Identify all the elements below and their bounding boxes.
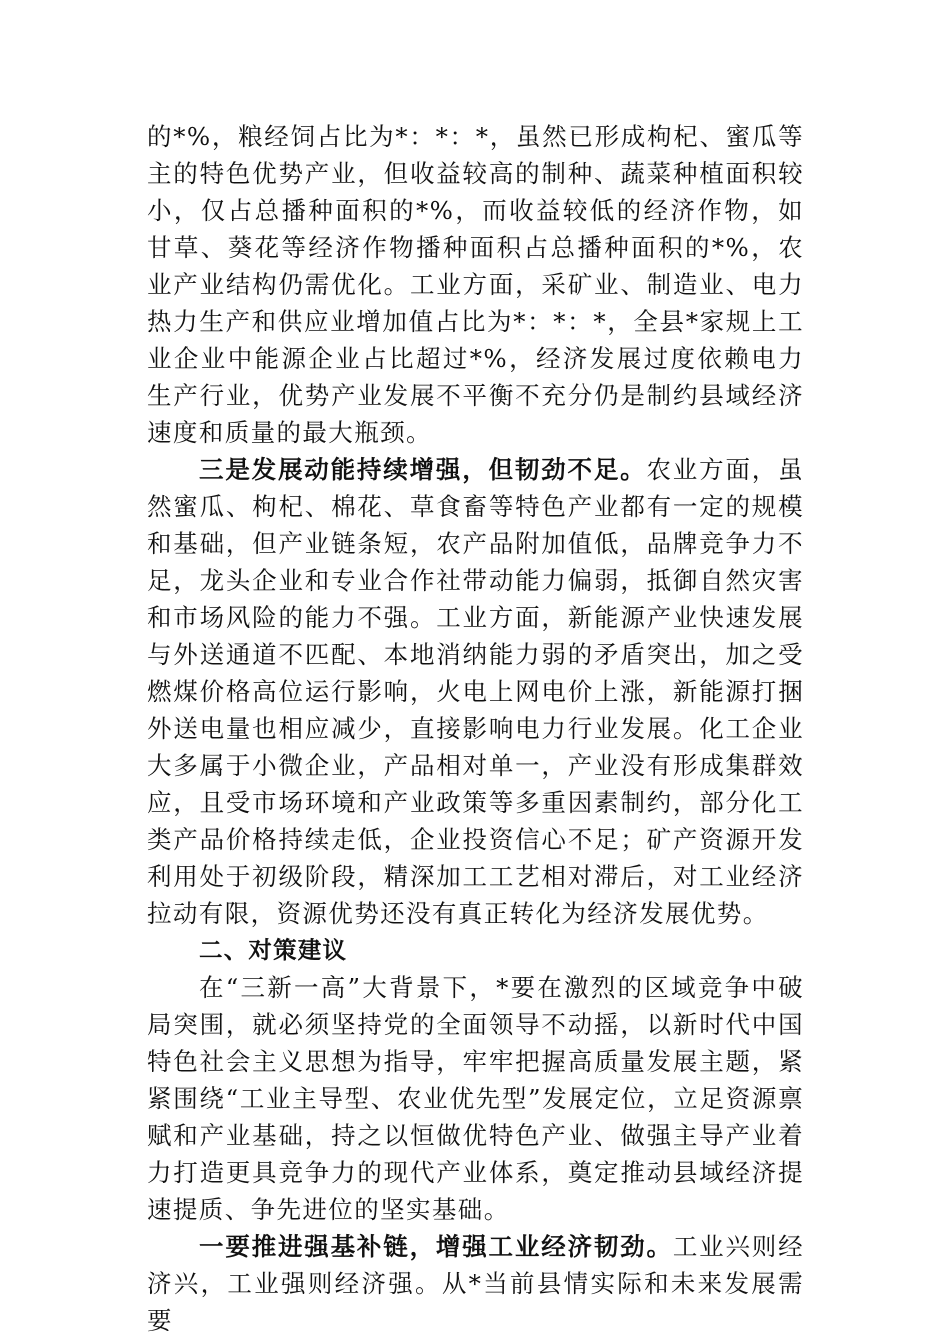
paragraph-industrial-resilience (147, 1228, 804, 1339)
paragraph-countermeasures-intro: 在“三新一高”大背景下，*要在激烈的区域竞争中破局突围，就必须坚持党的全面领导不动摇，以新时代中国特色社会主义思想为指导，牢牢把握高质量发展主题，紧紧围绕“工业主导型、农业优先型”发展定位，立足资源禀赋和产业基础，持之以恒做优特色产业、做强主导产业着力打造更具竞争力的现代产业体系，奠定推动县域经济提速提质、争先进位的坚实基础。 (147, 973, 804, 1224)
paragraph-body-text: 农业方面，虽然蜜瓜、枸杞、棉花、草食畜等特色产业都有一定的规模和基础，但产业链条短，农产品附加值低，品牌竞争力不足，龙头企业和专业合作社带动能力偏弱，抵御自然灾害和市场风险的能力不强。工业方面，新能源产业快速发展与外送通道不匹配、本地消纳能力弱的矛盾突出，加之受燃煤价格高位运行影响，火电上网电价上涨，新能源打捆外送电量也相应减少，直接影响电力行业发展。化工企业大多属于小微企业，产品相对单一，产业没有形成集群效应，且受市场环境和产业政策等多重因素制约，部分化工类产品价格持续走低，企业投资信心不足；矿产资源开发利用处于初级阶段，精深加工工艺相对滞后，对工业经济拉动有限，资源优势还没有真正转化为经济发展优势。 (147, 455, 804, 928)
paragraph-development-momentum (147, 451, 804, 932)
section-heading: 二、对策建议 (199, 936, 348, 964)
paragraph-lead-bold: 一要推进强基补链，增强工业经济韧劲。 (199, 1232, 673, 1261)
document-body (147, 118, 804, 1339)
paragraph-body-text: 工业兴则经济兴，工业强则经济强。从*当前县情实际和未来发展需要 (147, 1232, 805, 1335)
paragraph-lead-bold: 三是发展动能持续增强，但韧劲不足。 (199, 455, 647, 484)
paragraph-industry-structure: 的*%，粮经饲占比为*：*：*，虽然已形成枸杞、蜜瓜等主的特色优势产业，但收益较高的制种、蔬菜种植面积较小，仅占总播种面积的*%，而收益较低的经济作物，如甘草、葵花等经济作物播种面积占总播种面积的*%，农业产业结构仍需优化。工业方面，采矿业、制造业、电力热力生产和供应业增加值占比为*：*：*，全县*家规上工业企业中能源企业占比超过*%，经济发展过度依赖电力生产行业，优势产业发展不平衡不充分仍是制约县域经济速度和质量的最大瓶颈。 (147, 122, 804, 447)
